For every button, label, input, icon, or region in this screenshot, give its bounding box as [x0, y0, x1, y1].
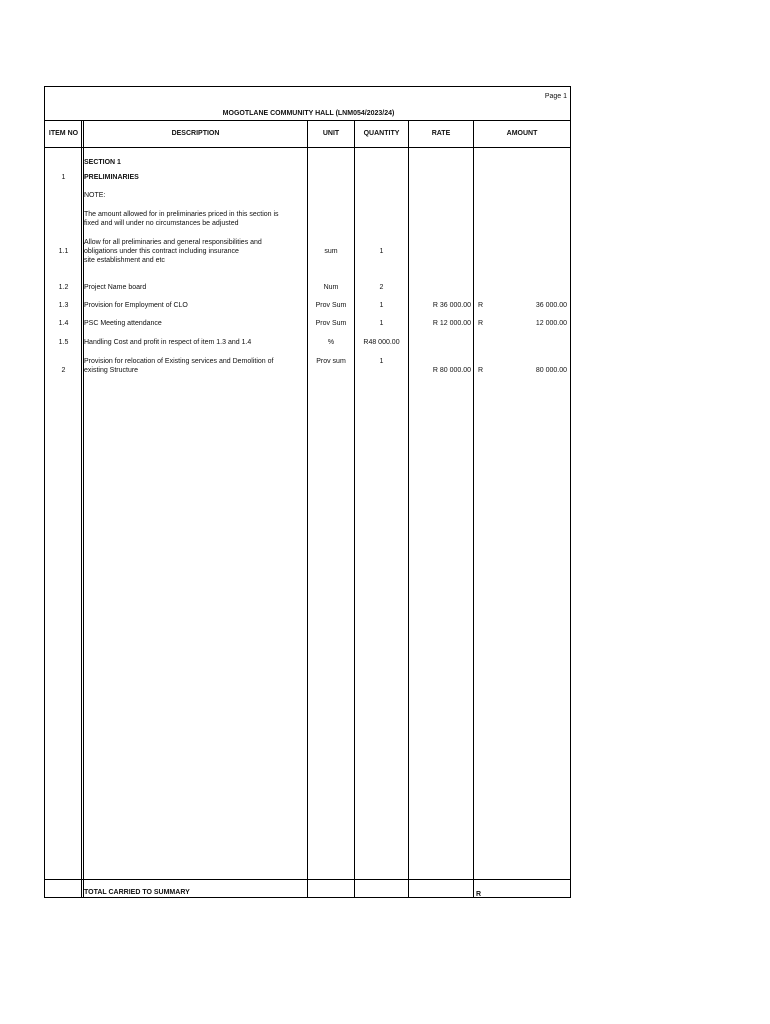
- row-unit: Prov Sum: [315, 302, 347, 309]
- row-unit: %: [327, 339, 335, 346]
- row-description-line: existing Structure: [84, 367, 139, 374]
- col-divider-item-double: [83, 120, 84, 897]
- col-header-description: DESCRIPTION: [171, 130, 220, 137]
- row-amount: 12 000.00: [535, 320, 567, 327]
- total-carried-label: TOTAL CARRIED TO SUMMARY: [84, 889, 190, 896]
- row-quantity: 1: [379, 320, 384, 327]
- row-description-line: Project Name board: [84, 284, 147, 291]
- row-description-line: Allow for all preliminaries and general responsibilities and: [84, 239, 262, 246]
- col-header-unit: UNIT: [322, 130, 340, 137]
- row-rate: R 80 000.00: [432, 367, 471, 374]
- bill-of-quantities-sheet: [44, 86, 571, 898]
- row-description-line: PSC Meeting attendance: [84, 320, 162, 327]
- row-description-line: Provision for relocation of Existing services and Demolition of: [84, 358, 274, 365]
- col-divider-desc: [307, 120, 308, 897]
- row-rate: R 12 000.00: [432, 320, 471, 327]
- row-quantity: 2: [379, 284, 384, 291]
- row-quantity: 1: [379, 302, 384, 309]
- col-header-amount: AMOUNT: [506, 130, 538, 137]
- row-description-line: Provision for Employment of CLO: [84, 302, 188, 309]
- row-amount-currency: R: [478, 320, 484, 327]
- row-rate: R 36 000.00: [432, 302, 471, 309]
- row-quantity: 1: [379, 358, 384, 365]
- row-description-line: site establishment and etc: [84, 257, 165, 264]
- col-divider-unit: [354, 120, 355, 897]
- note-line-2: fixed and will under no circumstances be adjusted: [84, 220, 239, 227]
- section-name: PRELIMINARIES: [84, 174, 139, 181]
- row-item-no: 1.2: [58, 284, 69, 291]
- col-divider-item: [81, 120, 82, 897]
- total-currency: R: [476, 891, 482, 898]
- note-line-1: The amount allowed for in preliminaries priced in this section is: [84, 211, 279, 218]
- row-description-line: obligations under this contract including insurance: [84, 248, 239, 255]
- row-quantity: R48 000.00: [363, 339, 400, 346]
- col-divider-rate: [473, 120, 474, 897]
- section-item-no: 1: [61, 174, 66, 181]
- row-item-no: 1.5: [58, 339, 69, 346]
- page-label: Page 1: [544, 93, 567, 100]
- col-header-quantity: QUANTITY: [363, 130, 400, 137]
- row-amount: 36 000.00: [535, 302, 567, 309]
- row-unit: sum: [324, 248, 338, 255]
- row-amount: 80 000.00: [535, 367, 567, 374]
- row-amount-currency: R: [478, 367, 484, 374]
- row-description-line: Handling Cost and profit in respect of item 1.3 and 1.4: [84, 339, 252, 346]
- col-header-item-no: ITEM NO: [48, 130, 79, 137]
- document-title: MOGOTLANE COMMUNITY HALL (LNM054/2023/24): [222, 110, 395, 117]
- note-label: NOTE:: [84, 192, 106, 199]
- col-divider-qty: [408, 120, 409, 897]
- row-unit: Prov Sum: [315, 320, 347, 327]
- row-item-no: 1.4: [58, 320, 69, 327]
- row-unit: Num: [323, 284, 339, 291]
- row-unit: Prov sum: [316, 358, 346, 365]
- section-heading: SECTION 1: [84, 159, 121, 166]
- row-quantity: 1: [379, 248, 384, 255]
- col-header-rate: RATE: [431, 130, 451, 137]
- row-amount-currency: R: [478, 302, 484, 309]
- row-item-no: 1.3: [58, 302, 69, 309]
- row-item-no: 1.1: [58, 248, 69, 255]
- row-item-no: 2: [61, 367, 66, 374]
